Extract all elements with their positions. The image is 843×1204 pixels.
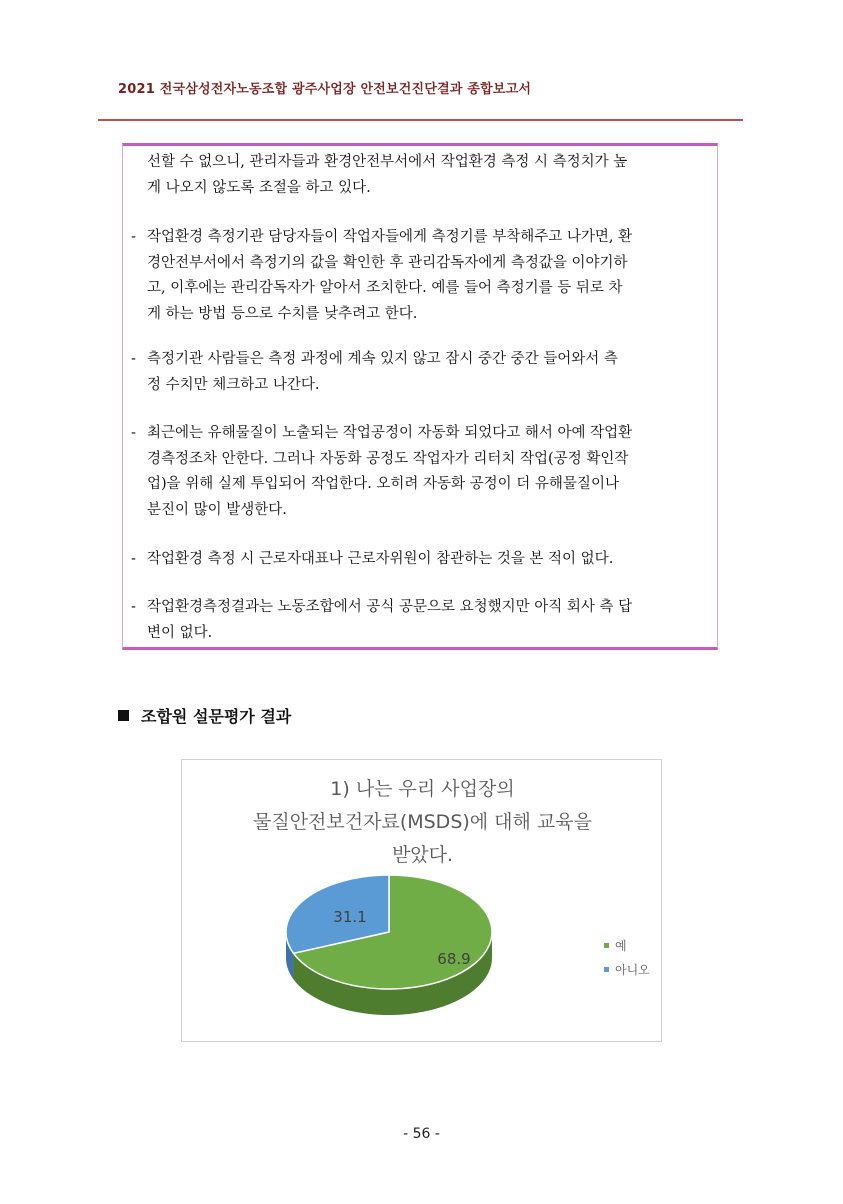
legend-swatch — [604, 943, 609, 948]
dash-bullet: - — [131, 425, 136, 441]
page-number: - 56 - — [403, 1126, 440, 1142]
note-text — [147, 347, 618, 398]
chart-title-line: 1) 나는 우리 사업장의 — [330, 778, 515, 800]
note-line: 작업환경 측정기관 담당자들이 작업자들에게 측정기를 부착해주고 나가면, 환 — [147, 229, 633, 245]
note-line: 고, 이후에는 관리감독자가 알아서 조치한다. 예를 들어 측정기를 등 뒤로 차 — [147, 280, 623, 296]
dash-bullet: - — [131, 229, 136, 245]
note-line: 최근에는 유해물질이 노출되는 작업공정이 자동화 되었다고 해서 아예 작업환 — [147, 425, 633, 441]
dash-bullet: - — [131, 351, 136, 367]
note-line: 작업환경측정결과는 노동조합에서 공식 공문으로 요청했지만 아직 회사 측 답 — [147, 599, 633, 615]
legend-item — [604, 958, 650, 982]
chart-legend — [604, 934, 650, 982]
note-line: 업)을 위해 실제 투입되어 작업한다. 오히려 자동화 공정이 더 유해물질이나 — [147, 476, 619, 492]
pie-chart-svg — [182, 760, 661, 1041]
note-line: 게 나오지 않도록 조절을 하고 있다. — [147, 179, 371, 196]
legend-item — [604, 934, 650, 958]
pie-data-label: 68.9 — [437, 950, 471, 968]
note-line: 정 수치만 체크하고 나간다. — [147, 376, 320, 393]
header-divider — [98, 119, 743, 121]
note-text — [147, 595, 632, 646]
note-line: 변이 없다. — [147, 624, 213, 641]
square-bullet-icon — [118, 710, 129, 721]
legend-label: 예 — [615, 939, 627, 953]
note-line: 경안전부서에서 측정기의 값을 확인한 후 관리감독자에게 측정값을 이야기하 — [147, 254, 628, 271]
chart-title-line: 받았다. — [391, 844, 454, 866]
note-text — [147, 150, 627, 201]
note-line: 작업환경 측정 시 근로자대표나 근로자위원이 참관하는 것을 본 적이 없다. — [147, 551, 614, 567]
interview-notes-box — [122, 143, 718, 650]
note-text — [147, 225, 632, 327]
dash-bullet: - — [131, 599, 136, 615]
note-line: 분진이 많이 발생한다. — [147, 501, 287, 518]
legend-swatch — [604, 967, 609, 972]
dash-bullet: - — [131, 551, 136, 567]
note-line: 선할 수 없으니, 관리자들과 환경안전부서에서 작업환경 측정 시 측정치가 높 — [147, 154, 628, 170]
note-line: 경측정조차 안한다. 그러나 자동화 공정도 작업자가 리터치 작업(공정 확인작 — [147, 450, 629, 467]
note-line: 게 하는 방법 등으로 수치를 낮추려고 한다. — [147, 305, 418, 322]
section-heading-text: 조합원 설문평가 결과 — [141, 707, 292, 726]
legend-label: 아니오 — [615, 963, 650, 977]
section-heading — [118, 704, 291, 727]
pie-data-label: 31.1 — [333, 908, 367, 926]
note-text — [147, 421, 632, 523]
survey-pie-chart — [181, 759, 662, 1042]
note-text — [147, 547, 613, 573]
note-line: 측정기관 사람들은 측정 과정에 계속 있지 않고 잠시 중간 중간 들어와서 측 — [147, 351, 618, 367]
chart-title-line: 물질안전보건자료(MSDS)에 대해 교육을 — [252, 811, 592, 833]
report-header-title: 2021 전국삼성전자노동조합 광주사업장 안전보건진단결과 종합보고서 — [118, 82, 532, 97]
